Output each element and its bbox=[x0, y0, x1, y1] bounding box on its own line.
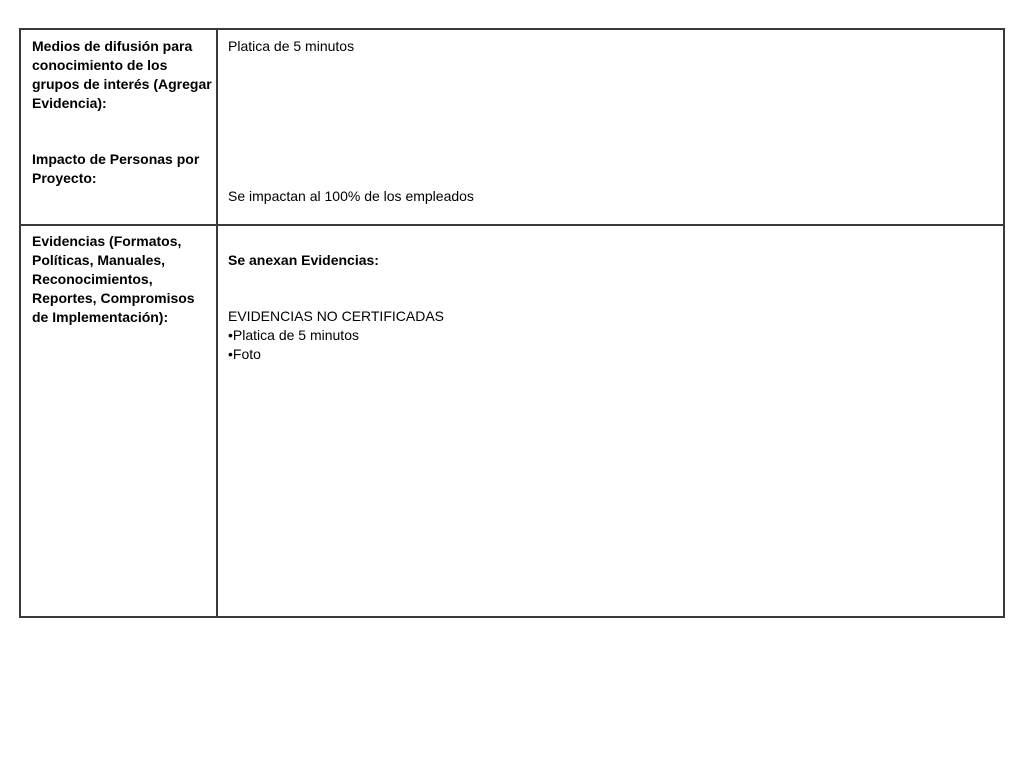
label-evidence: Evidencias (Formatos, Políticas, Manuales, Reconocimientos, Reportes, Compromisos de Implementación): bbox=[32, 233, 195, 325]
evidence-subheading: EVIDENCIAS NO CERTIFICADAS bbox=[228, 308, 445, 324]
evidence-list bbox=[228, 326, 988, 364]
value-people-impact: Se impactan al 100% de los empleados bbox=[228, 188, 474, 204]
label-people-impact: Impacto de Personas por Proyecto: bbox=[32, 151, 200, 186]
label-cell-evidence bbox=[20, 225, 217, 617]
value-dissemination-media: Platica de 5 minutos bbox=[228, 38, 355, 54]
value-cell-evidence bbox=[217, 225, 1004, 617]
list-item: • Platica de 5 minutos bbox=[228, 326, 988, 345]
evidence-table bbox=[19, 28, 1005, 618]
value-cell-dissemination bbox=[217, 29, 1004, 225]
label-cell-dissemination bbox=[20, 29, 217, 225]
list-item: • Foto bbox=[228, 345, 988, 364]
table-row-dissemination bbox=[20, 29, 1004, 225]
evidence-heading: Se anexan Evidencias: bbox=[228, 252, 379, 268]
table-row-evidence bbox=[20, 225, 1004, 617]
label-dissemination-media: Medios de difusión para conocimiento de los grupos de interés (Agregar Evidencia): bbox=[32, 38, 212, 111]
